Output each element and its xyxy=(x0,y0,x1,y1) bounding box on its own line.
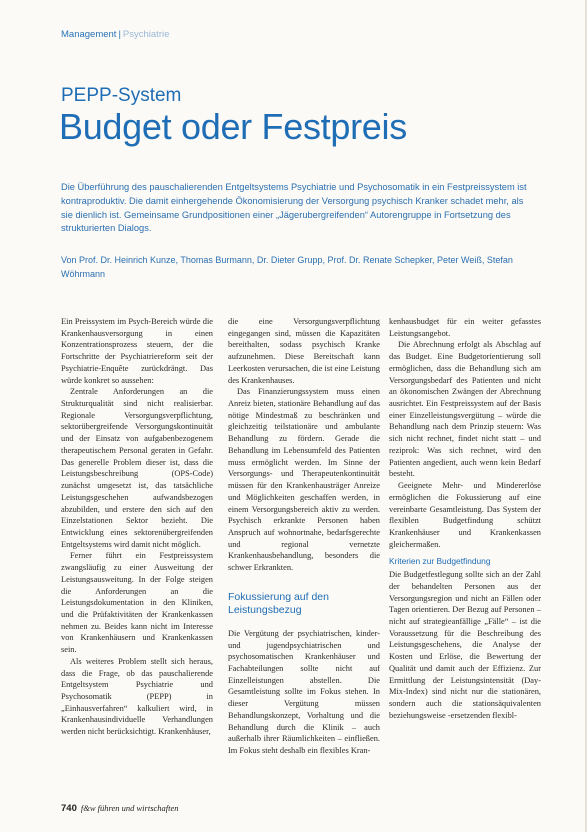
header-separator: | xyxy=(118,29,121,40)
header-section: Psychiatrie xyxy=(122,29,170,40)
header-category: Management xyxy=(61,29,117,40)
paragraph: Das Finanzierungssystem muss einen Anreiz bieten, stationäre Behandlung auf das nötige Mindestmaß zu beschränken und gleichzeitig teilstationäre und ambulante Behandlung zu fördern. Gerade die Behandlung im Lebensumfeld des Patienten muss ermöglicht werden. Im Sinne der Versorgungs- und Therapeutenkontinuität müssen für den Krankenhausträger Anreize und Möglichkeiten geschaffen werden, in einem Versorgungsbereich aktiv zu werden. Psychisch erkrankte Personen haben Anspruch auf wohnortnahe, bedarfsgerechte und regional vernetzte Krankenhausbehandlung, besonders die schwer Erkrankten. xyxy=(228,387,380,573)
body-column-2 xyxy=(228,316,380,757)
body-column-3 xyxy=(389,316,541,721)
paragraph: Ein Preissystem im Psych-Bereich würde die Krankenhausversorgung in einen Konzentrationsprozess steuern, der die Fortschritte der Psychiatriereform seit der Psychiatrie-Enquête zurückdrängt. Das würde konkret so aussehen: xyxy=(61,317,213,385)
paragraph: Zentrale Anforderungen an die Strukturqualität sind nicht realisierbar. Regionale Versorgungsverpflichtung, sektorübergreifende Versorgungskontinuität und der Einsatz von aufgabenbezogenem therapeutischem Personal geraten in Gefahr. Das generelle Problem dieser ist, dass die Leistungsbeschreibung (OPS-Code) zunächst umgesetzt ist, das tatsächliche Leistungsgeschehen aufwandsbezogen abzubilden, und erstere den sich auf den Einzelstationen Sektor bezieht. Die Entwicklung eines sektorenübergreifenden Entgeltsystems wird damit nicht möglich. xyxy=(61,387,213,549)
paragraph: Geeignete Mehr- und Mindererlöse ermöglichen die Fokussierung auf eine vereinbarte Gesamtleistung. Das System der flexiblen Budgetfindung schützt Krankenhäuser und Krankenkassen gleichermaßen. xyxy=(389,481,541,549)
page-footer xyxy=(61,803,179,814)
paragraph: die eine Versorgungsverpflichtung eingegangen sind, müssen die Kapazitäten bereithalten, sodass psychisch Kranke aufzunehmen. Diese Bereitschaft kann Leerkosten verursachen, die ist eine Leistung des Krankenhauses. xyxy=(228,317,380,385)
article-authors: Von Prof. Dr. Heinrich Kunze, Thomas Burmann, Dr. Dieter Grupp, Prof. Dr. Renate Schepker, Peter Weiß, Stefan Wöhrmann xyxy=(61,255,513,279)
paragraph: Die Abrechnung erfolgt als Abschlag auf das Budget. Eine Budgetorientierung soll ermöglichen, dass die Behandlung sich am Versorgungsbedarf des Patienten und nicht an ökonomischen Zwängen der Abrechnung ausrichtet. Ein Festpreissystem auf der Basis einer Einzelleistungsvergütung – würde die Behandlung nach dem Prinzip steuern: Was sich nicht rechnet, findet nicht statt – und reziprok: Was sich rechnet, wird den Patienten angedient, auch wenn kein Bedarf besteht. xyxy=(389,340,541,479)
page-number: 740 xyxy=(61,803,77,814)
article-lead: Die Überführung des pauschalierenden Entgeltsystems Psychiatrie und Psychosomatik in ein Festpreissystem ist kontraproduktiv. Die damit einhergehende Ökonomisierung der Versorgung psychisch Kranker schadet mehr, als sie dienlich ist. Gemeinsame Grundpositionen einer „Jägerubergreifenden“ Autorengruppe in Fortsetzung des strukturierten Dialogs. xyxy=(61,182,527,234)
article-title: Budget oder Festpreis xyxy=(59,106,407,147)
running-header xyxy=(61,29,169,40)
body-column-1 xyxy=(61,316,213,738)
section-heading: Fokussierung auf den Leistungsbezug xyxy=(228,590,329,616)
paragraph: Die Vergütung der psychiatrischen, kinder- und jugendpsychiatrischen und psychosomatischen Krankenhäuser und Fachabteilungen sollte nicht auf Einzelleistungen abstellen. Die Gesamtleistung sollte im Fokus stehen. In dieser Vergütung müssen Behandlungskonzept, Vorhaltung und die Behandlung durch die Klinik – auch außerhalb ihrer Räumlichkeiten – einfließen. Im Fokus steht deshalb ein flexibles Kran- xyxy=(228,628,380,755)
section-heading: Kriterien zur Budgetfindung xyxy=(389,556,491,567)
journal-name: f&w führen und wirtschaften xyxy=(80,803,179,813)
article-supertitle: PEPP-System xyxy=(61,85,182,106)
paragraph: Die Budgetfestlegung sollte sich an der Zahl der behandelten Personen aus der Versorgungsregion und nicht an Fällen oder Tagen orientieren. Der Bezug auf Personen – nicht auf strategieanfällige „Fälle“ – ist die Voraussetzung für die Beschreibung des Leistungsgeschehens, die Analyse der Kosten und Erlöse, die Bewertung der Qualität und damit auch der Effizienz. Zur Ermittlung der Leistungsintensität (Day-Mix-Index) sind nicht nur die stationären, sondern auch die stationsäquivalenten beziehungsweise -ersetzenden flexibl- xyxy=(389,570,541,720)
paragraph: kenhausbudget für ein weiter gefasstes Leistungsangebot. xyxy=(389,317,541,338)
paragraph: Ferner führt ein Festpreissystem zwangsläufig zu einer Ausweitung der Leistungsausweitung. In der Folge steigen die Anforderungen an die Leistungsdokumentation in den Kliniken, und die Prüfaktivitäten der Krankenkassen nehmen zu. Beides kann nicht im Interesse von Krankenhäusern und Krankenkassen sein. xyxy=(61,551,213,655)
paragraph: Als weiteres Problem stellt sich heraus, dass die Frage, ob das pauschalierende Entgeltsystem Psychiatrie und Psychosomatik (PEPP) in „Einhausverfahren“ kalkuliert wird, in Krankenhausindividuelle Verhandlungen werden nicht berücksichtigt. Krankenhäuser, xyxy=(61,656,213,737)
